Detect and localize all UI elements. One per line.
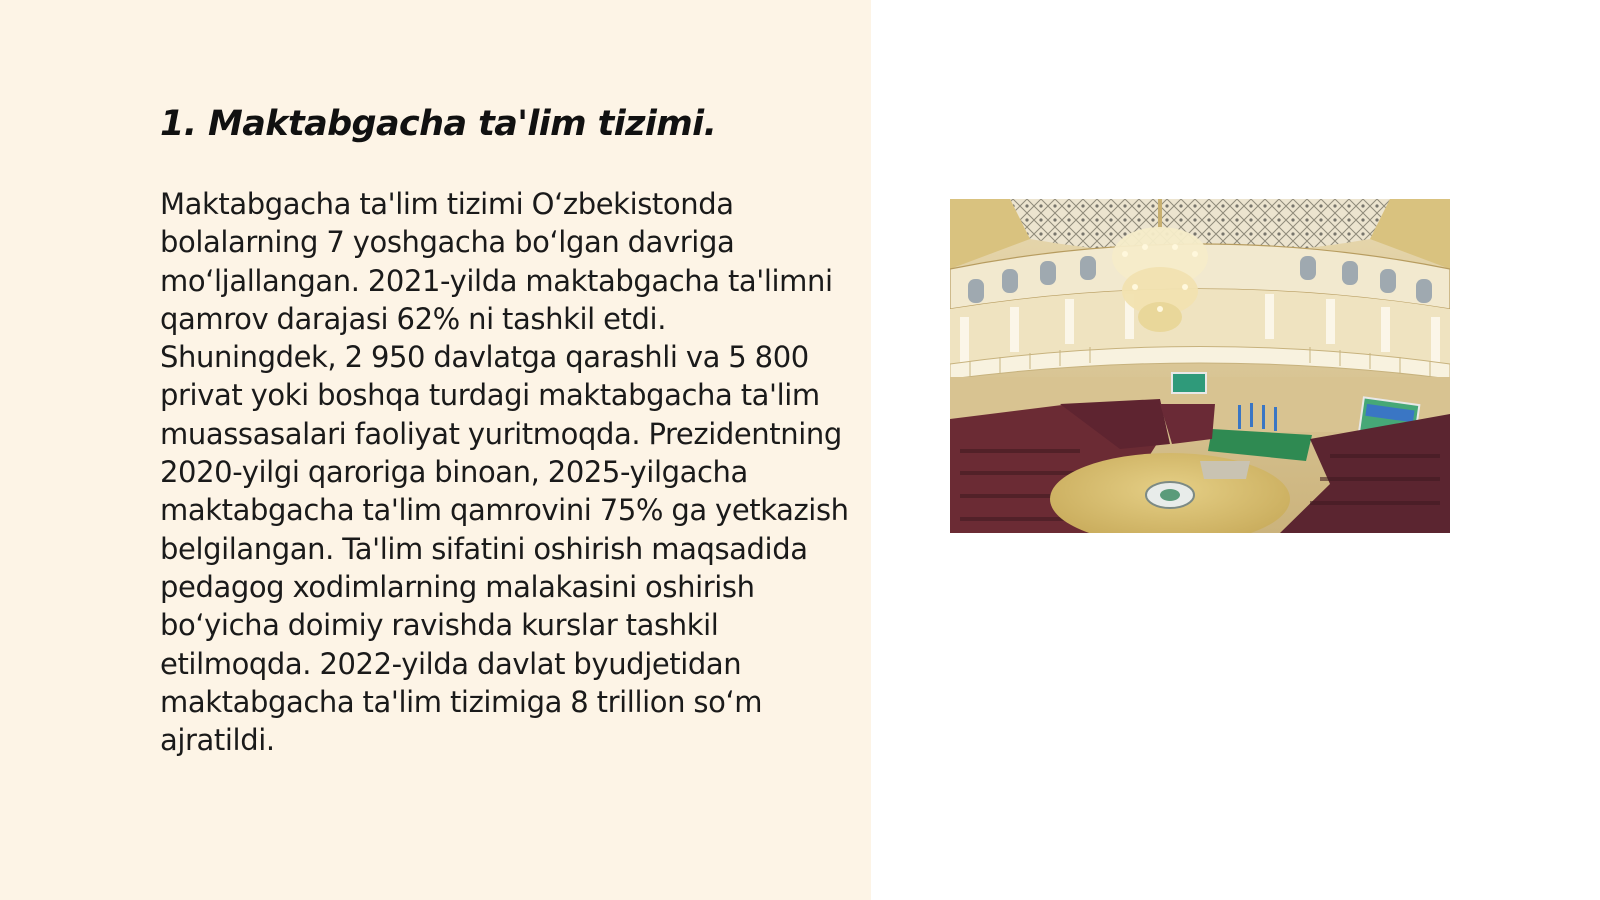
screen-small [1172, 373, 1206, 393]
slide-body-text: Maktabgacha ta'lim tizimi O‘zbekistonda bolalarning 7 yoshgacha bo‘lgan davriga mo‘ljallangan. 2021-yilda maktabgacha ta'limni qamrov darajasi 62% ni tashkil etdi. Shuningdek, 2 950 davlatga qarashli va 5 800 privat yoki boshqa turdagi maktabgacha ta'lim muassasalari faoliyat yuritmoqda. Prezidentning 2020-yilgi qaroriga binoan, 2025-yilgacha maktabgacha ta'lim qamrovini 75% ga yetkazish belgilangan. Ta'lim sifatini oshirish maqsadida pedagog xodimlarning malakasini oshirish bo‘yicha doimiy ravishda kurslar tashkil etilmoqda. 2022-yilda davlat byudjetidan maktabgacha ta'lim tizimiga 8 trillion so‘m ajratildi. [160, 187, 849, 758]
parliament-hall-photo [950, 199, 1450, 533]
slide-title: 1. Maktabgacha ta'lim tizimi. [160, 104, 717, 144]
parliament-hall-illustration [950, 199, 1450, 533]
